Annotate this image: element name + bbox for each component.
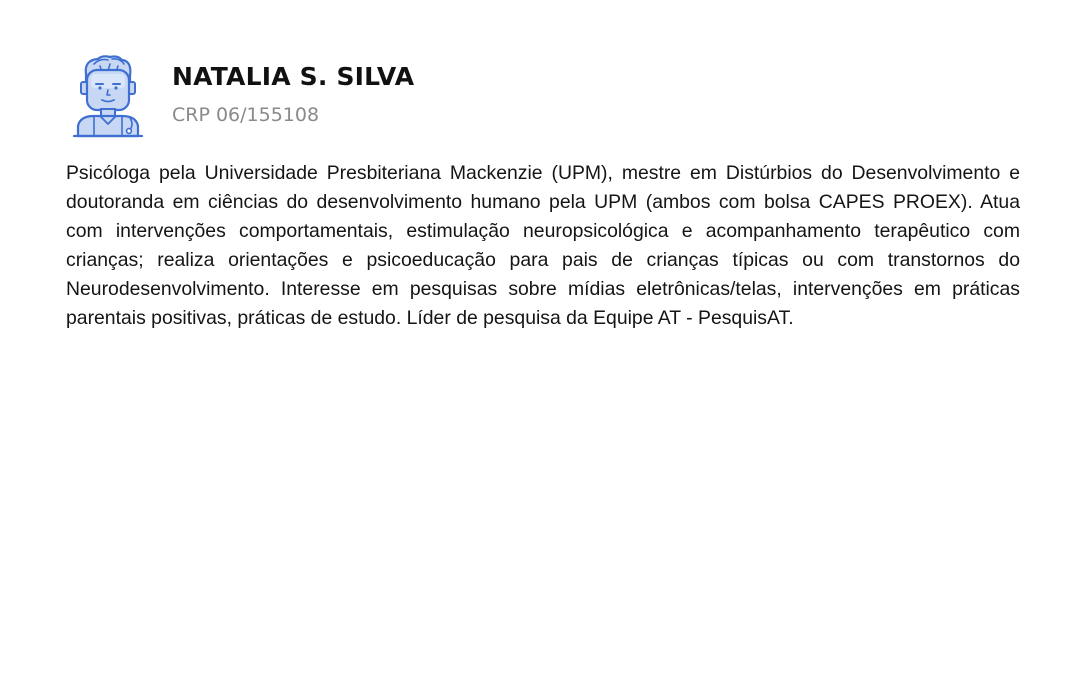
profile-name: NATALIA S. SILVA bbox=[172, 62, 415, 91]
profile-bio: Psicóloga pela Universidade Presbiteriana Mackenzie (UPM), mestre em Distúrbios do Desenvolvimento e doutoranda em ciências do desenvolvimento humano pela UPM (ambos com bolsa CAPES PROEX). Atua com intervenções comportamentais, estimulação neuropsicológica e acompanhamento terapêutico com crianças; realiza orientações e psicoeducação para pais de crianças típicas ou com transtornos do Neurodesenvolvimento. Interesse em pesquisas sobre mídias eletrônicas/telas, intervenções em práticas parentais positivas, práticas de estudo. Líder de pesquisa da Equipe AT - PesquisAT. bbox=[66, 162, 1020, 329]
crp-registration: CRP 06/155108 bbox=[172, 104, 320, 126]
person-avatar-icon bbox=[72, 54, 144, 140]
profile-header bbox=[66, 54, 966, 144]
